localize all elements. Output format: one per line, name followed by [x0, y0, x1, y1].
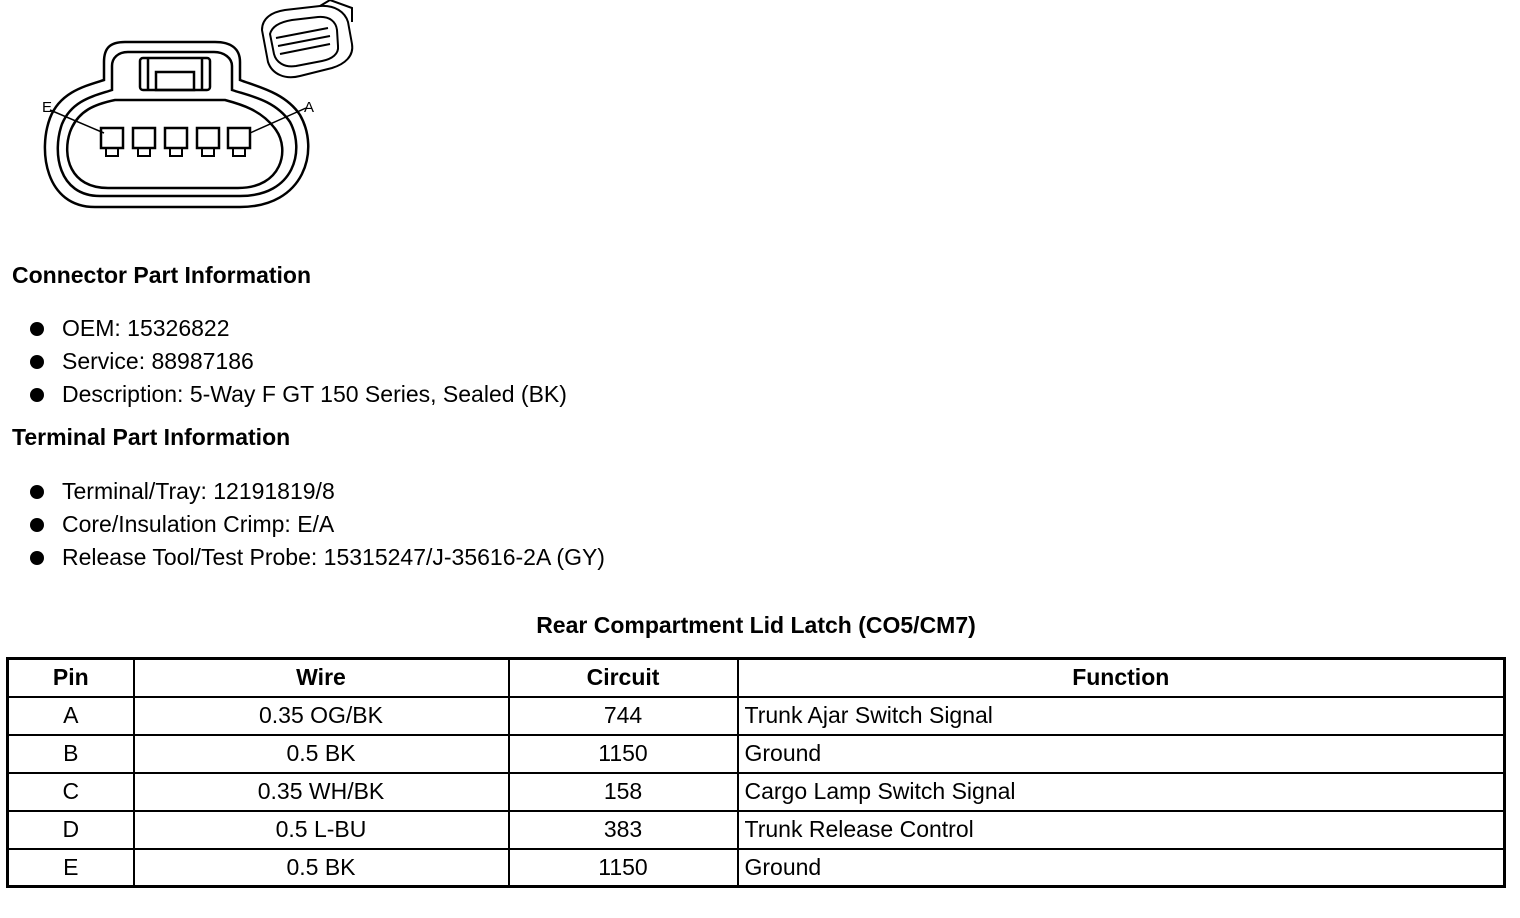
bullet-icon	[30, 485, 44, 499]
connector-info-title: Connector Part Information	[12, 262, 312, 288]
cell-wire: 0.35 OG/BK	[134, 697, 509, 735]
cell-circuit: 1150	[509, 735, 738, 773]
list-item: Description: 5-Way F GT 150 Series, Sealed (BK)	[30, 378, 567, 411]
list-item: OEM: 15326822	[30, 312, 567, 345]
bullet-icon	[30, 322, 44, 336]
connector-isometric-icon	[262, 0, 352, 77]
terminal-info-title: Terminal Part Information	[12, 424, 291, 450]
list-item: Core/Insulation Crimp: E/A	[30, 508, 605, 541]
bullet-icon	[30, 388, 44, 402]
header-pin: Pin	[8, 659, 134, 697]
table-title: Rear Compartment Lid Latch (CO5/CM7)	[536, 612, 976, 638]
bullet-icon	[30, 551, 44, 565]
cell-circuit: 1150	[509, 849, 738, 887]
cell-pin: E	[8, 849, 134, 887]
terminal-info-list	[30, 475, 605, 574]
cell-function: Ground	[738, 735, 1505, 773]
connector-info-list	[30, 312, 567, 411]
cell-circuit: 744	[509, 697, 738, 735]
pin-label-e: E	[42, 99, 53, 116]
list-item: Service: 88987186	[30, 345, 567, 378]
table-header-row	[8, 659, 1505, 697]
cell-wire: 0.5 BK	[134, 735, 509, 773]
cell-pin: D	[8, 811, 134, 849]
table-row	[8, 849, 1505, 887]
table-row	[8, 697, 1505, 735]
bullet-icon	[30, 518, 44, 532]
cell-circuit: 383	[509, 811, 738, 849]
header-circuit: Circuit	[509, 659, 738, 697]
pinout-table	[6, 657, 1506, 888]
connector-illustration	[0, 0, 380, 220]
cell-wire: 0.5 BK	[134, 849, 509, 887]
bullet-icon	[30, 355, 44, 369]
cell-function: Ground	[738, 849, 1505, 887]
table-row	[8, 735, 1505, 773]
table-row	[8, 773, 1505, 811]
cell-wire: 0.35 WH/BK	[134, 773, 509, 811]
header-wire: Wire	[134, 659, 509, 697]
list-item: Terminal/Tray: 12191819/8	[30, 475, 605, 508]
cell-function: Trunk Release Control	[738, 811, 1505, 849]
cell-function: Trunk Ajar Switch Signal	[738, 697, 1505, 735]
cell-wire: 0.5 L-BU	[134, 811, 509, 849]
cell-pin: B	[8, 735, 134, 773]
pin-label-a: A	[304, 99, 315, 116]
cell-pin: A	[8, 697, 134, 735]
list-item: Release Tool/Test Probe: 15315247/J-35616-2A (GY)	[30, 541, 605, 574]
cell-circuit: 158	[509, 773, 738, 811]
cell-pin: C	[8, 773, 134, 811]
header-function: Function	[738, 659, 1505, 697]
table-row	[8, 811, 1505, 849]
cell-function: Cargo Lamp Switch Signal	[738, 773, 1505, 811]
